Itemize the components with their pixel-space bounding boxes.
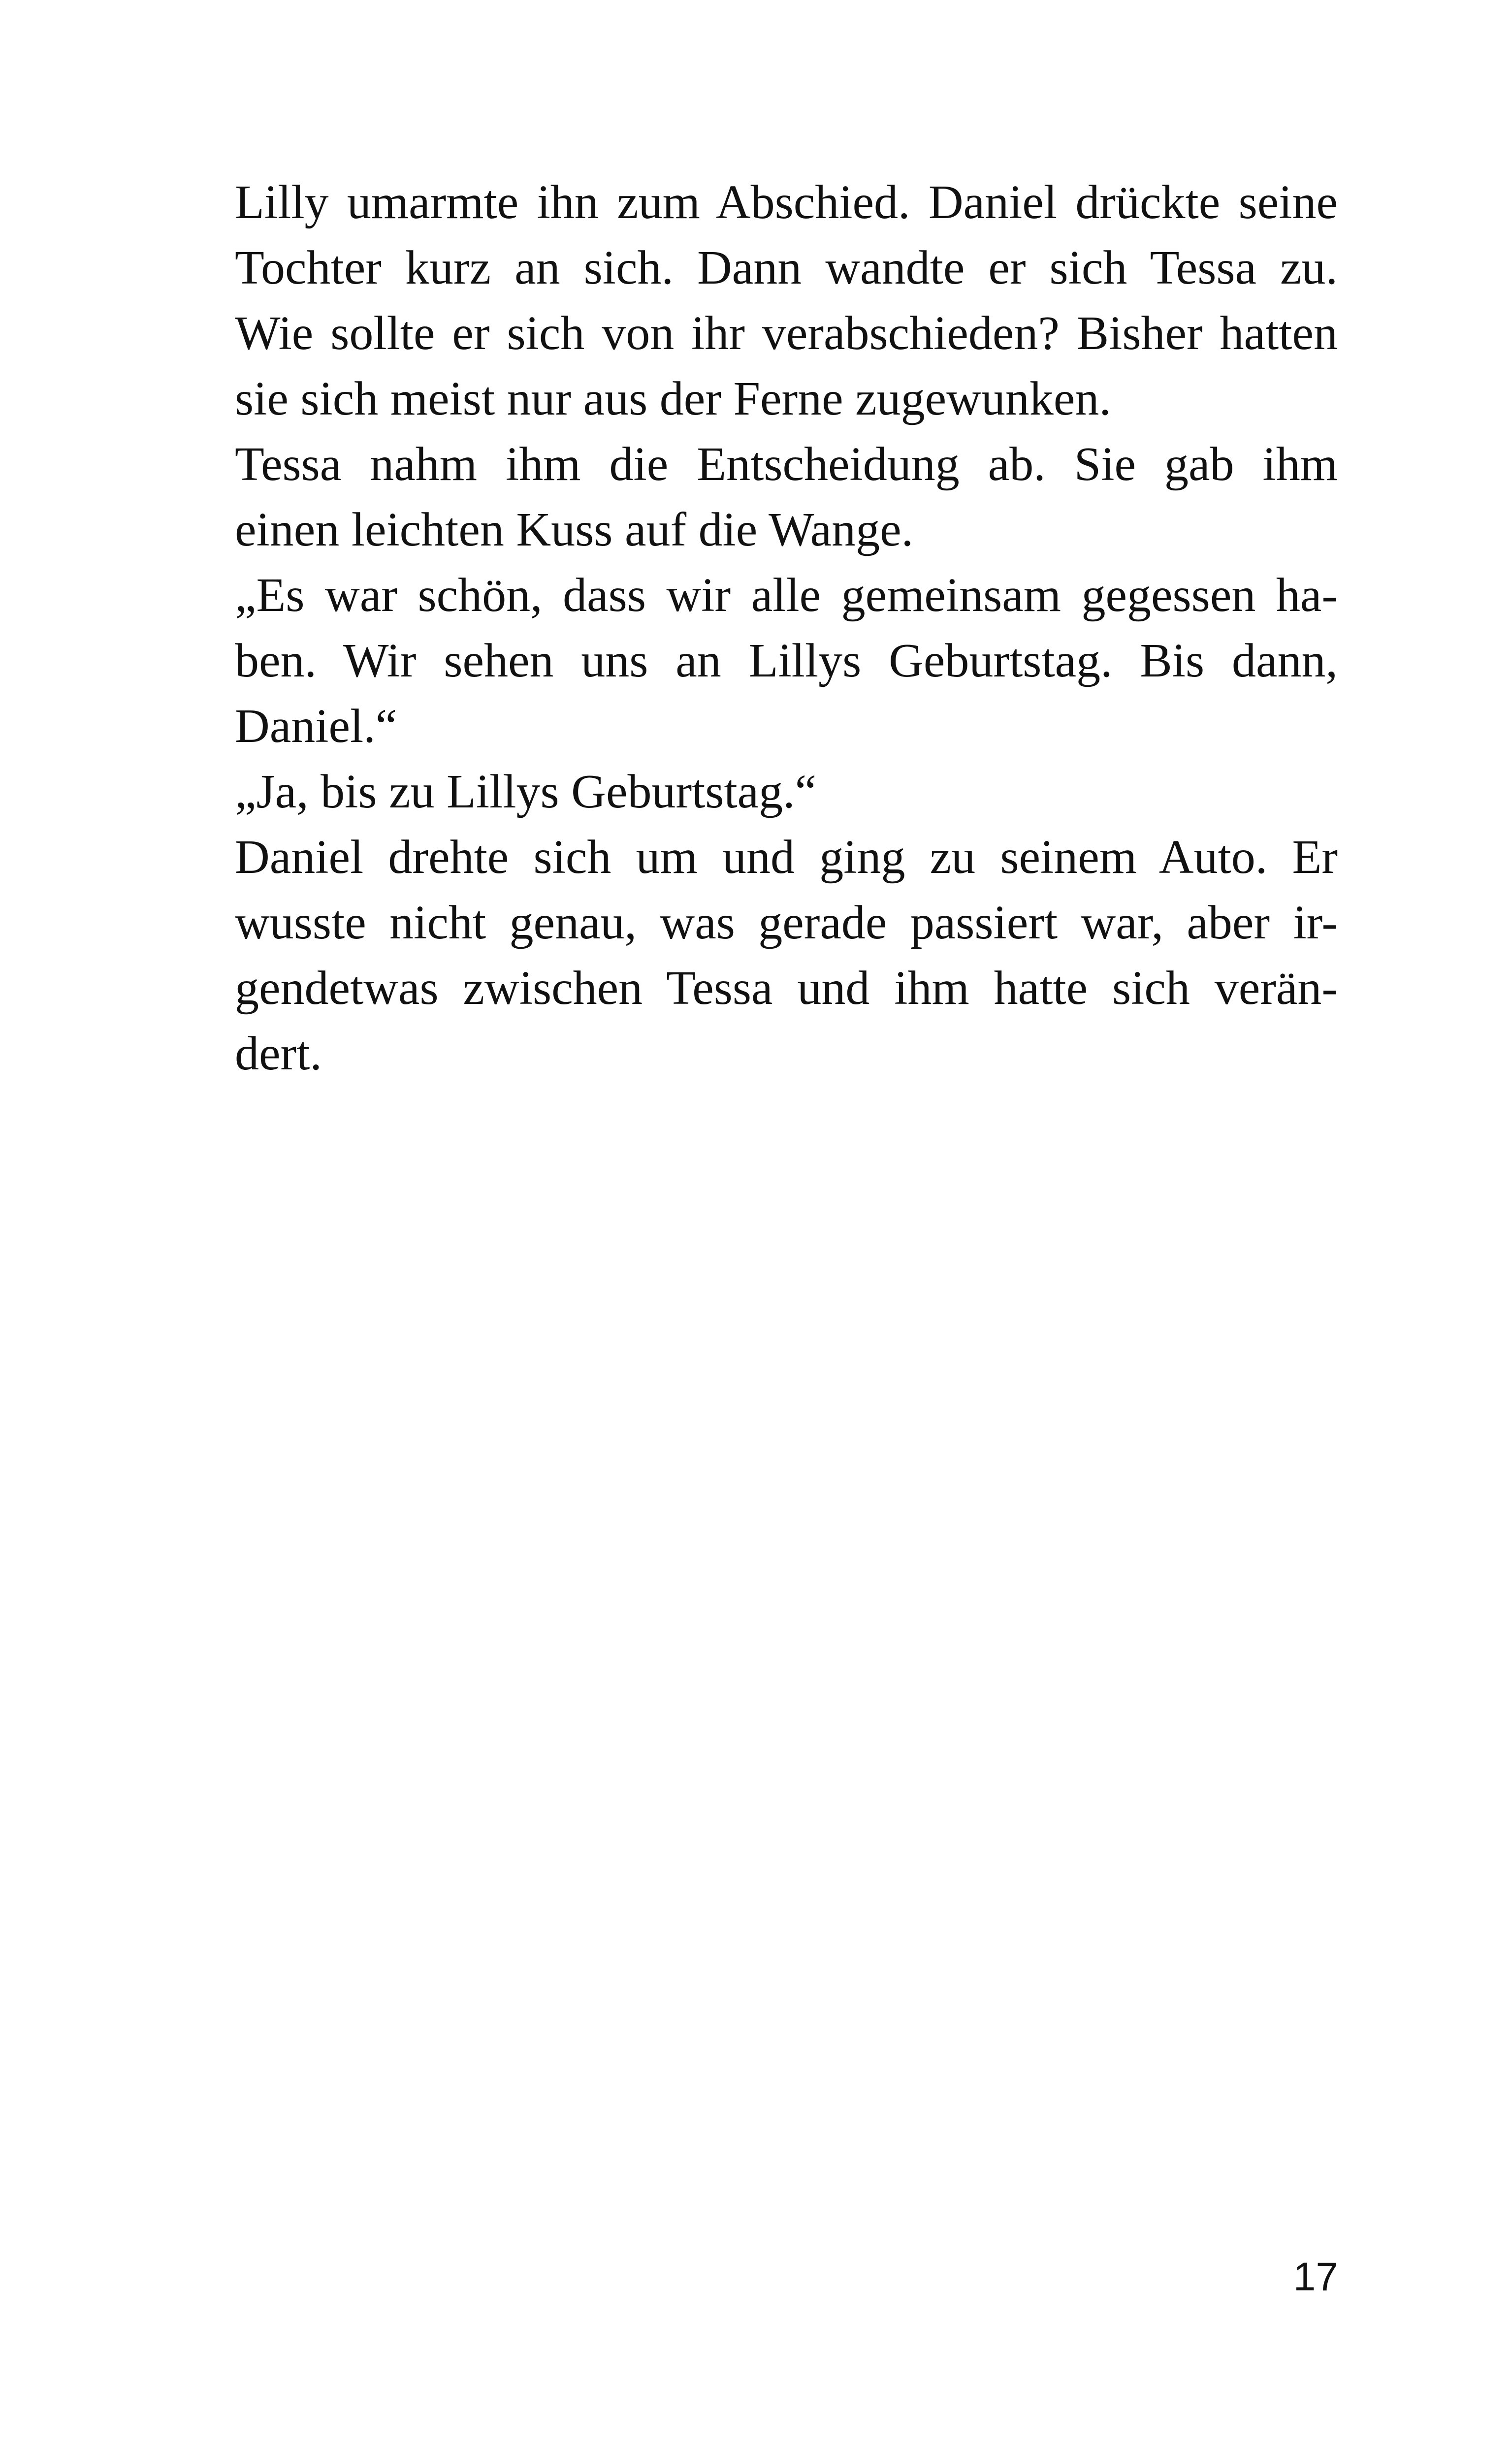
text-line: Daniel drehte sich um und ging zu seinem Auto. Er (235, 831, 1338, 884)
text-line: Tochter kurz an sich. Dann wandte er sich Tessa zu. (235, 241, 1338, 294)
text-line: Lilly umarmte ihn zum Abschied. Daniel drückte seine (235, 176, 1338, 229)
text-line: einen leichten Kuss auf die Wange. (235, 503, 914, 556)
body-text (235, 170, 1338, 1087)
text-line: sie sich meist nur aus der Ferne zugewunken. (235, 372, 1111, 425)
text-line: wusste nicht genau, was gerade passiert war, aber ir- (235, 896, 1338, 949)
text-line: „Es war schön, dass wir alle gemeinsam gegessen ha- (235, 569, 1338, 622)
text-line: Tessa nahm ihm die Entscheidung ab. Sie gab ihm (235, 438, 1338, 491)
text-line: dert. (235, 1027, 322, 1080)
text-line: Wie sollte er sich von ihr verabschieden? Bisher hatten (235, 307, 1338, 360)
page-number: 17 (1293, 2254, 1338, 2299)
text-line: gendetwas zwischen Tessa und ihm hatte sich verän- (235, 962, 1338, 1015)
text-line: ben. Wir sehen uns an Lillys Geburtstag. Bis dann, (235, 634, 1338, 687)
text-line: Daniel.“ (235, 700, 397, 753)
text-line: „Ja, bis zu Lillys Geburtstag.“ (235, 765, 817, 818)
